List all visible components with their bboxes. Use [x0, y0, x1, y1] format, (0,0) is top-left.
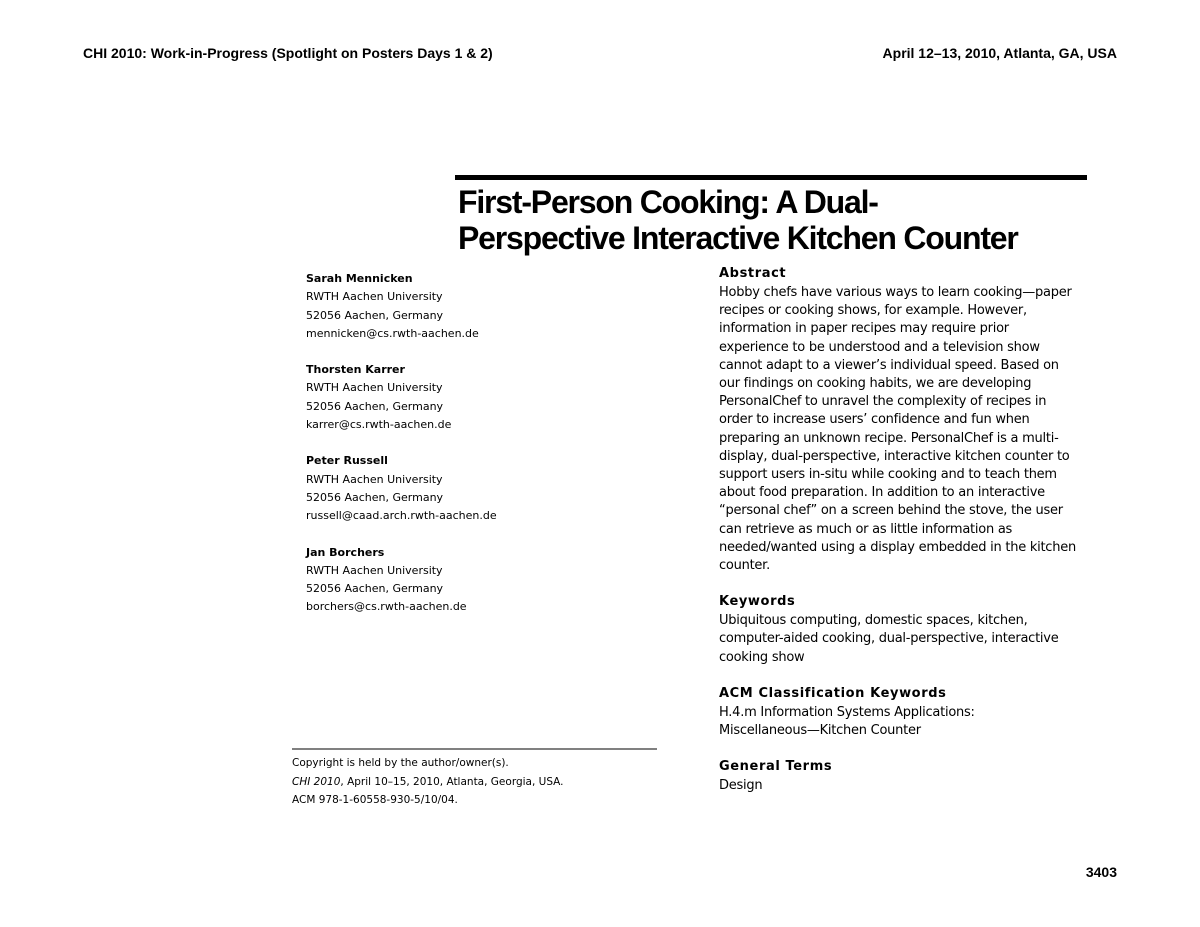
keywords-section [719, 592, 1099, 667]
author-email: mennicken@cs.rwth-aachen.de [306, 326, 479, 340]
text-line: computer-aided cooking, dual-perspective, interactive [719, 631, 1059, 647]
text-line: Hobby chefs have various ways to learn cooking—paper [719, 285, 1072, 300]
text-line: cannot adapt to a viewer’s individual speed. Based on [719, 357, 1059, 373]
acm-classification-section [719, 684, 1099, 740]
text-line: experience to be understood and a television show [719, 339, 1040, 355]
author-email: borchers@cs.rwth-aachen.de [306, 600, 467, 614]
conference-name: CHI 2010 [292, 775, 341, 788]
copyright-notice [292, 754, 672, 810]
running-header-left: CHI 2010: Work-in-Progress (Spotlight on Posters Days 1 & 2) [83, 45, 493, 61]
author-name: Thorsten Karrer [306, 363, 405, 377]
author-address: 52056 Aachen, Germany [306, 582, 444, 596]
text-line: cooking show [719, 649, 805, 665]
running-header-right: April 12–13, 2010, Atlanta, GA, USA [882, 45, 1117, 61]
text-line: our findings on cooking habits, we are developing [719, 376, 1032, 392]
general-terms-body [719, 777, 1099, 795]
author-email: russell@caad.arch.rwth-aachen.de [306, 509, 497, 523]
text-line: needed/wanted using a display embedded in the kitchen [719, 539, 1076, 555]
acm-classification-heading: ACM Classification Keywords [719, 685, 947, 701]
title-line-2: Perspective Interactive Kitchen Counter [458, 220, 1018, 256]
text-line: counter. [719, 558, 770, 574]
text-line: preparing an unknown recipe. PersonalChef is a multi- [719, 430, 1059, 446]
copyright-rule [292, 748, 657, 750]
text-line: recipes or cooking shows, for example. However, [719, 303, 1027, 319]
text-line: order to increase users’ confidence and fun when [719, 412, 1030, 428]
author-block [306, 452, 666, 525]
author-block [306, 544, 666, 617]
abstract-heading: Abstract [719, 266, 787, 281]
text-line: PersonalChef to unravel the complexity of recipes in [719, 394, 1047, 410]
text-line: Ubiquitous computing, domestic spaces, kitchen, [719, 613, 1028, 629]
conference-details: , April 10–15, 2010, Atlanta, Georgia, USA. [340, 775, 564, 788]
author-name: Sarah Mennicken [306, 272, 413, 285]
acm-isbn-line: ACM 978-1-60558-930-5/10/04. [292, 794, 458, 806]
acm-classification-body [719, 704, 1099, 740]
general-terms-section [719, 757, 1099, 795]
author-address: 52056 Aachen, Germany [306, 490, 444, 504]
author-affiliation: RWTH Aachen University [306, 563, 443, 577]
paper-title [458, 184, 1098, 256]
text-line: can retrieve as much or as little information as [719, 521, 1013, 537]
author-name: Jan Borchers [306, 545, 385, 559]
conference-line [292, 773, 672, 792]
abstract-body [719, 284, 1099, 575]
keywords-body [719, 612, 1099, 667]
text-line: H.4.m Information Systems Applications: [719, 704, 975, 720]
author-block [306, 361, 666, 434]
keywords-heading: Keywords [719, 594, 796, 610]
author-affiliation: RWTH Aachen University [306, 290, 443, 304]
text-line: Design [719, 778, 763, 794]
text-line: information in paper recipes may require prior [719, 321, 1009, 337]
text-line: Miscellaneous—Kitchen Counter [719, 723, 921, 739]
author-affiliation: RWTH Aachen University [306, 472, 443, 486]
right-column [719, 264, 1099, 812]
author-block [306, 270, 666, 343]
author-address: 52056 Aachen, Germany [306, 399, 444, 413]
copyright-line: Copyright is held by the author/owner(s). [292, 757, 509, 769]
title-line-1: First-Person Cooking: A Dual- [458, 184, 878, 220]
title-rule [455, 175, 1087, 180]
text-line: display, dual-perspective, interactive kitchen counter to [719, 448, 1070, 464]
author-email: karrer@cs.rwth-aachen.de [306, 418, 452, 432]
text-line: support users in-situ while cooking and to teach them [719, 467, 1057, 483]
general-terms-heading: General Terms [719, 759, 833, 775]
author-list [306, 270, 666, 635]
page-number: 3403 [1085, 864, 1117, 880]
author-affiliation: RWTH Aachen University [306, 381, 443, 395]
text-line: about food preparation. In addition to an interactive [719, 485, 1045, 501]
author-address: 52056 Aachen, Germany [306, 308, 444, 322]
text-line: “personal chef” on a screen behind the stove, the user [719, 503, 1063, 519]
author-name: Peter Russell [306, 454, 388, 468]
abstract-section [719, 264, 1099, 575]
